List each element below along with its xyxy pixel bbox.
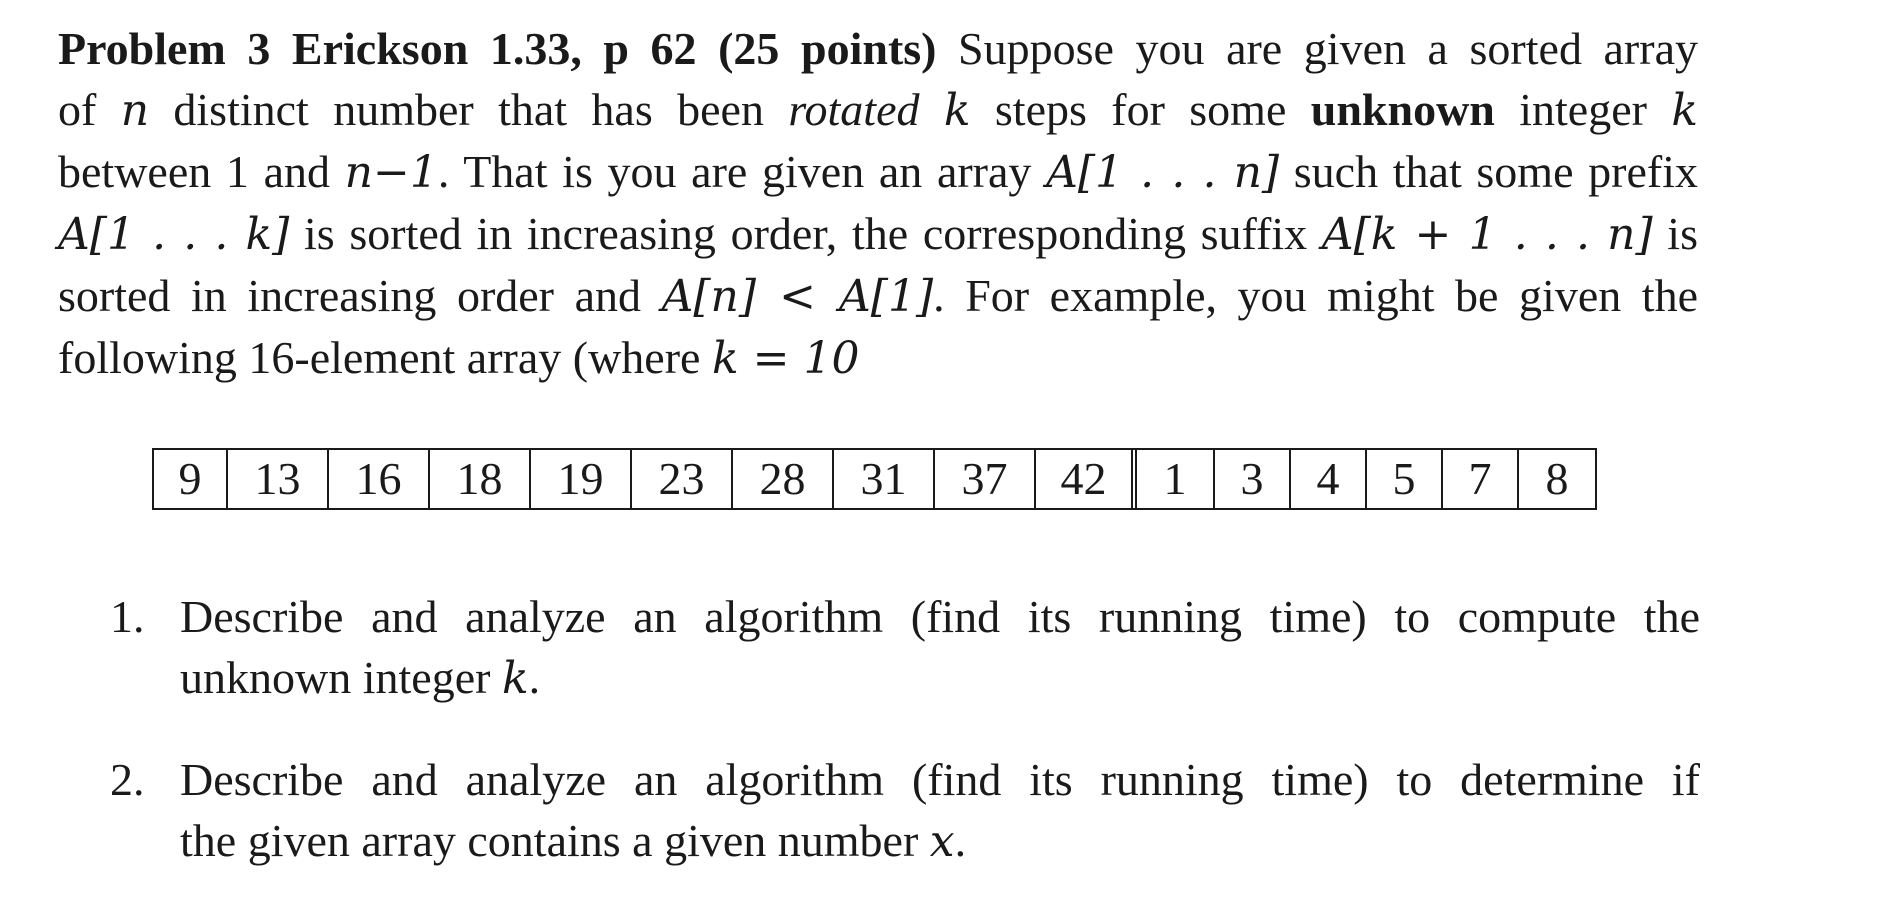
problem-heading: Problem 3 Erickson 1.33, p 62 (25 points) xyxy=(58,23,937,74)
array-cell: 28 xyxy=(733,450,834,508)
question-item xyxy=(110,749,1700,872)
statement-text: of xyxy=(58,84,121,135)
statement-text: between xyxy=(58,146,226,197)
question-text-line xyxy=(180,810,1700,872)
statement-text: such that some prefix xyxy=(1279,146,1698,197)
bold-text: unknown xyxy=(1310,84,1495,135)
math-variable: k xyxy=(501,653,529,704)
question-number: 1. xyxy=(110,591,145,642)
question-text: . xyxy=(528,652,541,703)
math-variable: k xyxy=(1671,85,1698,136)
statement-text: following 16-element array (where xyxy=(58,332,712,383)
statement-line-5 xyxy=(58,265,1698,327)
math-number: 1 xyxy=(225,146,249,197)
statement-text: . For example, you might be given the xyxy=(933,270,1699,321)
array-cell: 5 xyxy=(1367,450,1443,508)
array-cell: 3 xyxy=(1215,450,1291,508)
question-text-line xyxy=(180,647,1700,709)
statement-line-6 xyxy=(58,327,1698,389)
statement-text: is sorted in increasing order, the corresponding suffix xyxy=(289,208,1322,259)
statement-text: distinct number that has been xyxy=(149,84,789,135)
array-cell: 37 xyxy=(935,450,1036,508)
question-text-line: Describe and analyze an algorithm (find its running time) to determine if xyxy=(180,754,1700,805)
question-text: . xyxy=(954,815,967,866)
math-expression: A[1 . . . k] xyxy=(58,209,290,260)
array-cell: 18 xyxy=(430,450,531,508)
question-item xyxy=(110,586,1700,709)
statement-text: sorted in increasing order and xyxy=(58,270,662,321)
statement-text: Suppose you are given a sorted array xyxy=(936,23,1698,74)
statement-text: steps for some xyxy=(970,84,1311,135)
question-number: 2. xyxy=(110,754,145,805)
question-list xyxy=(110,586,1700,912)
math-expression: A[1 . . . n] xyxy=(1046,147,1280,198)
statement-text: is xyxy=(1652,208,1698,259)
math-variable: x xyxy=(929,816,955,867)
math-expression: A[k + 1 . . . n] xyxy=(1321,209,1653,260)
statement-text: integer xyxy=(1494,84,1672,135)
problem-statement xyxy=(58,18,1698,389)
math-variable: k xyxy=(943,85,971,136)
array-cell: 13 xyxy=(228,450,329,508)
math-expression: n−1 xyxy=(344,147,438,198)
question-text: the given array contains a given number xyxy=(180,815,930,866)
question-text: unknown integer xyxy=(180,652,502,703)
statement-line-1 xyxy=(58,18,1698,79)
array-cell: 31 xyxy=(834,450,935,508)
array-cell: 23 xyxy=(632,450,733,508)
statement-text: . That is you are given an array xyxy=(437,146,1047,197)
statement-text xyxy=(919,84,943,135)
statement-line-3 xyxy=(58,141,1698,203)
rotated-array-table xyxy=(152,448,1597,510)
array-cell: 9 xyxy=(154,450,228,508)
array-cell: 16 xyxy=(329,450,430,508)
array-cell: 1 xyxy=(1137,450,1215,508)
statement-line-4 xyxy=(58,203,1698,265)
emphasis-text: rotated xyxy=(788,84,920,135)
statement-line-2 xyxy=(58,79,1698,141)
array-cell: 42 xyxy=(1036,450,1137,508)
array-cell: 19 xyxy=(531,450,632,508)
statement-text: and xyxy=(248,146,345,197)
math-expression: k = 10 xyxy=(711,333,860,384)
array-cell: 7 xyxy=(1443,450,1519,508)
array-cell: 4 xyxy=(1291,450,1367,508)
array-cell: 8 xyxy=(1545,453,1569,504)
math-variable: n xyxy=(120,85,150,136)
question-text-line: Describe and analyze an algorithm (find its running time) to compute the xyxy=(180,591,1700,642)
math-expression: A[n] < A[1] xyxy=(661,271,934,322)
